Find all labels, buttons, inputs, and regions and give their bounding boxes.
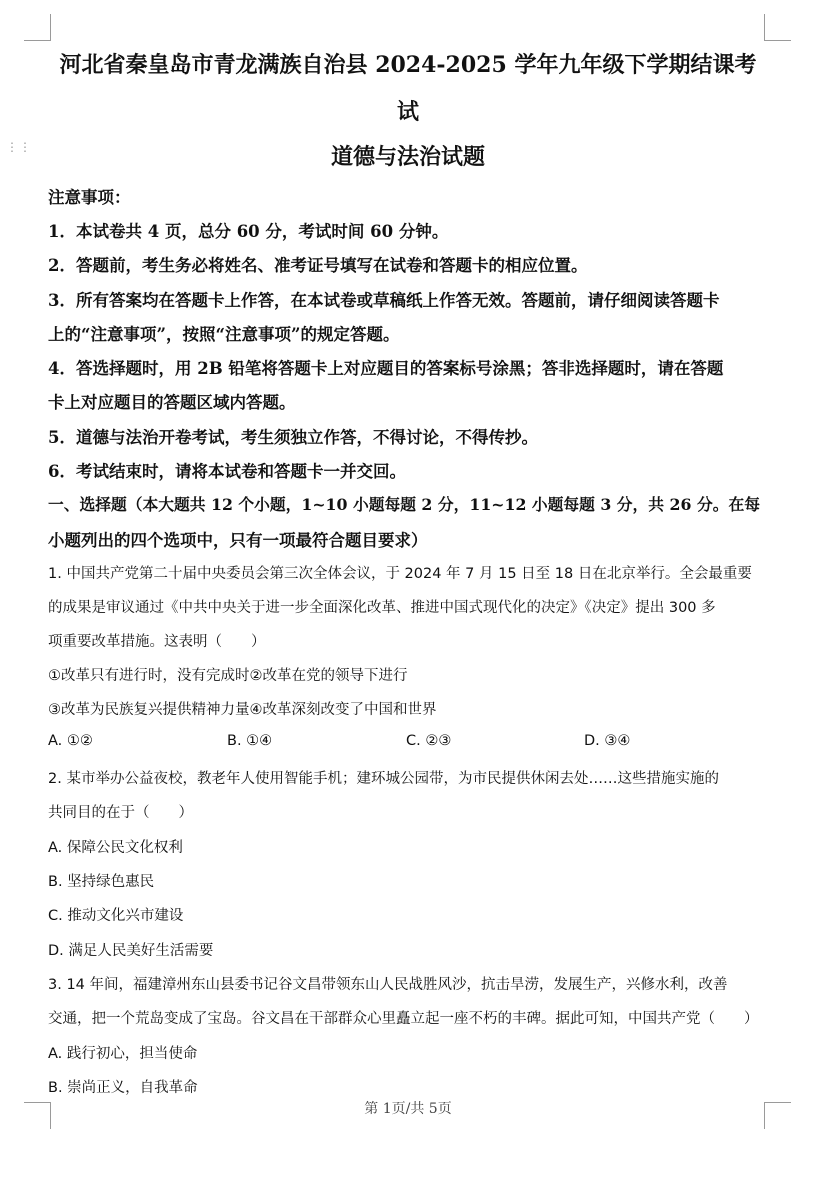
notice-item: 4．答选择题时，用 2B 铅笔将答题卡上对应题目的答案标号涂黑；答非选择题时，请在答题 <box>48 359 724 378</box>
notice-item: 2．答题前，考生务必将姓名、准考证号填写在试卷和答题卡的相应位置。 <box>48 256 588 275</box>
subject-title: 道德与法治试题 <box>330 144 485 170</box>
notice-item: 6．考试结束时，请将本试卷和答题卡一并交回。 <box>48 462 406 481</box>
notice-item: 上的“注意事项”，按照“注意事项”的规定答题。 <box>48 325 400 344</box>
question-3-option-b[interactable]: B. 崇尚正义，自我革命 <box>48 1080 198 1096</box>
notice-item: 5．道德与法治开卷考试，考生须独立作答，不得讨论，不得传抄。 <box>48 428 538 447</box>
question-1-option-d[interactable]: D. ③④ <box>584 733 631 749</box>
question-1-option-b[interactable]: B. ①④ <box>227 733 273 749</box>
crop-mark-top-right <box>764 14 791 41</box>
page-number: 第 1页/共 5页 <box>364 1101 452 1117</box>
notice-item: 3．所有答案均在答题卡上作答，在本试卷或草稿纸上作答无效。答题前，请仔细阅读答题卡 <box>48 291 720 310</box>
section-heading-continued: 小题列出的四个选项中，只有一项最符合题目要求） <box>48 531 428 550</box>
question-3-text: 3. 14 年间，福建漳州东山县委书记谷文昌带领东山人民战胜风沙，抗击旱涝，发展生产，兴修水利，改善 <box>48 977 728 993</box>
question-2-option-c[interactable]: C. 推动文化兴市建设 <box>48 908 184 924</box>
question-3-option-a[interactable]: A. 践行初心，担当使命 <box>48 1046 198 1062</box>
question-1-text: 项重要改革措施。这表明（ ） <box>48 634 266 650</box>
question-1-text: 1. 中国共产党第二十届中央委员会第三次全体会议，于 2024 年 7 月 15 日至 18 日在北京举行。全会最重要 <box>48 566 752 582</box>
question-3-text: 交通，把一个荒岛变成了宝岛。谷文昌在干部群众心里矗立起一座不朽的丰碑。据此可知，中国共产党（ ） <box>48 1011 759 1027</box>
question-2-option-d[interactable]: D. 满足人民美好生活需要 <box>48 943 214 959</box>
question-2-text: 共同目的在于（ ） <box>48 805 193 821</box>
drag-handle-icon[interactable]: ⋮⋮ <box>6 140 32 154</box>
question-1-option-c[interactable]: C. ②③ <box>406 733 452 749</box>
page-title: 河北省秦皇岛市青龙满族自治县 2024-2025 学年九年级下学期结课考 <box>59 52 757 78</box>
crop-mark-top-left <box>24 14 51 41</box>
question-2-text: 2. 某市举办公益夜校，教老年人使用智能手机；建环城公园带，为市民提供休闲去处……这些措施实施的 <box>48 771 719 787</box>
question-1-text: 的成果是审议通过《中共中央关于进一步全面深化改革、推进中国式现代化的决定》《决定》提出 300 多 <box>48 600 716 616</box>
notice-item: 卡上对应题目的答题区域内答题。 <box>48 393 296 412</box>
section-heading: 一、选择题（本大题共 12 个小题，1~10 小题每题 2 分，11~12 小题每题 3 分，共 26 分。在每 <box>48 495 760 514</box>
notice-heading: 注意事项： <box>48 188 131 207</box>
question-1-option-a[interactable]: A. ①② <box>48 733 93 749</box>
question-2-option-a[interactable]: A. 保障公民文化权利 <box>48 840 183 856</box>
question-2-option-b[interactable]: B. 坚持绿色惠民 <box>48 874 155 890</box>
question-1-statement: ③改革为民族复兴提供精神力量④改革深刻改变了中国和世界 <box>48 702 437 718</box>
page-title-continued: 试 <box>396 99 419 125</box>
question-1-statement: ①改革只有进行时，没有完成时②改革在党的领导下进行 <box>48 668 408 684</box>
notice-item: 1．本试卷共 4 页，总分 60 分，考试时间 60 分钟。 <box>48 222 449 241</box>
